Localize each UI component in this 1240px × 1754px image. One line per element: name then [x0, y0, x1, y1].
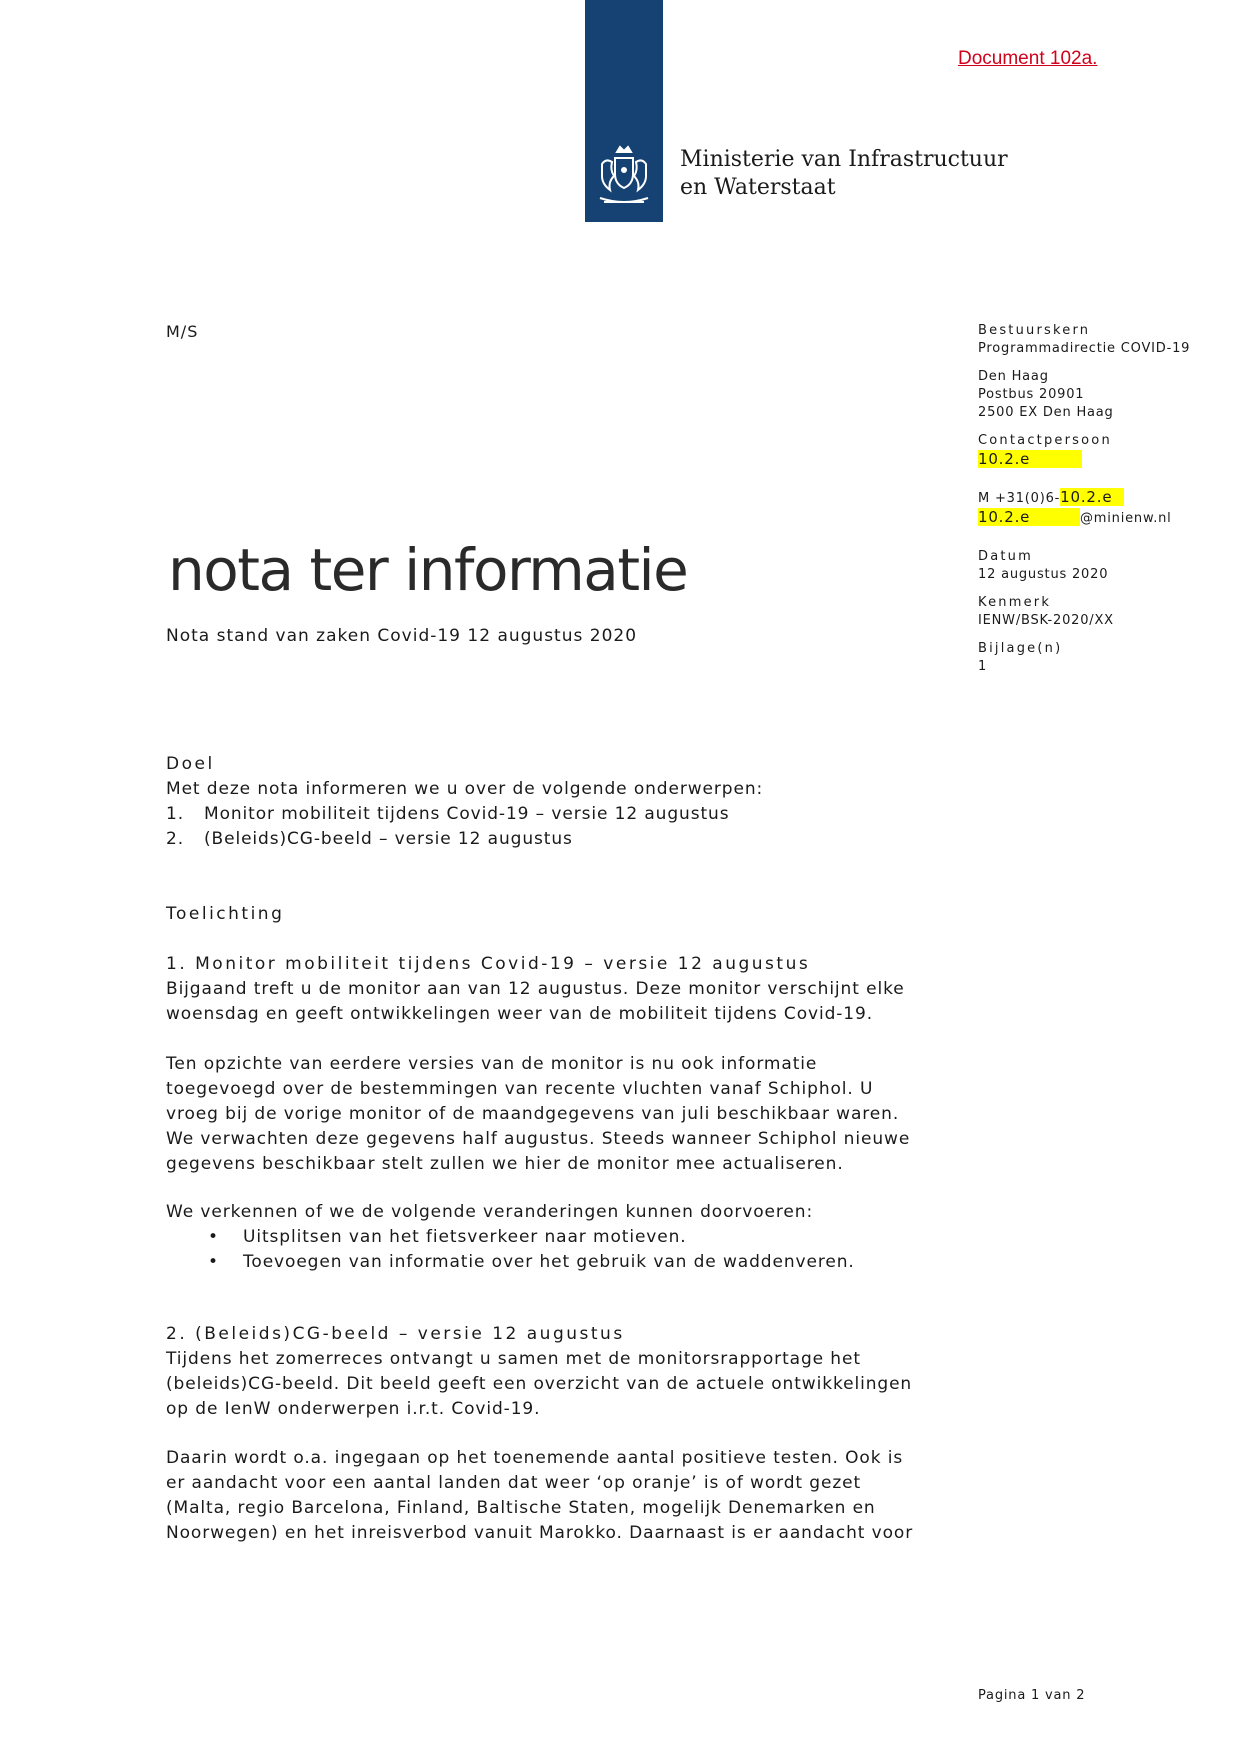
list-item: 1. Monitor mobiliteit tijdens Covid-19 – versie 12 augustus — [166, 804, 730, 824]
org-block — [978, 322, 1218, 358]
doel-list — [166, 802, 946, 852]
paragraph-line: gegevens beschikbaar stelt zullen we hier de monitor mee actualiseren. — [166, 1154, 844, 1174]
address-postcode: 2500 EX Den Haag — [978, 405, 1114, 420]
ministry-name — [680, 146, 1008, 202]
paragraph-line: Bijgaand treft u de monitor aan van 12 augustus. Deze monitor verschijnt elke — [166, 979, 905, 999]
paragraph-line: We verwachten deze gegevens half augustus. Steeds wanneer Schiphol nieuwe — [166, 1129, 911, 1149]
sidebar-info — [978, 322, 1218, 686]
date-value: 12 augustus 2020 — [978, 567, 1109, 582]
redacted-phone: 10.2.e — [1060, 488, 1124, 506]
paragraph-line: (Malta, regio Barcelona, Finland, Baltische Staten, mogelijk Denemarken en — [166, 1498, 876, 1518]
address-block — [978, 368, 1218, 422]
paragraph-line: woensdag en geeft ontwikkelingen weer van de mobiliteit tijdens Covid-19. — [166, 1004, 874, 1024]
section-toelichting — [166, 902, 946, 927]
section-1-heading: 1. Monitor mobiliteit tijdens Covid-19 – versie 12 augustus — [166, 954, 811, 974]
paragraph-line: Daarin wordt o.a. ingegaan op het toenemende aantal positieve testen. Ook is — [166, 1448, 904, 1468]
attachment-block — [978, 640, 1218, 676]
section-2-heading: 2. (Beleids)CG-beeld – versie 12 augustus — [166, 1324, 625, 1344]
list-item: • Uitsplitsen van het fietsverkeer naar motieven. — [208, 1227, 687, 1247]
toelichting-heading: Toelichting — [166, 904, 285, 924]
list-item: 2. (Beleids)CG-beeld – versie 12 augustus — [166, 829, 573, 849]
royal-coat-of-arms-icon — [590, 142, 658, 210]
paragraph-line: toegevoegd over de bestemmingen van recente vluchten vanaf Schiphol. U — [166, 1079, 874, 1099]
paragraph-line: er aandacht voor een aantal landen dat weer ‘op oranje’ is of wordt gezet — [166, 1473, 862, 1493]
paragraph-line: (beleids)CG-beeld. Dit beeld geeft een overzicht van de actuele ontwikkelingen — [166, 1374, 913, 1394]
list-item: • Toevoegen van informatie over het gebruik van de waddenveren. — [208, 1252, 855, 1272]
paragraph-line: Ten opzichte van eerdere versies van de monitor is nu ook informatie — [166, 1054, 818, 1074]
paragraph-line: vroeg bij de vorige monitor of de maandgegevens van juli beschikbaar waren. — [166, 1104, 900, 1124]
paragraph-line: op de IenW onderwerpen i.r.t. Covid-19. — [166, 1399, 541, 1419]
section-1-paragraph-3 — [166, 1200, 946, 1275]
contact-block — [978, 432, 1218, 470]
doel-heading: Doel — [166, 754, 215, 774]
phone-email-block — [978, 488, 1218, 528]
redacted-email: 10.2.e — [978, 508, 1080, 526]
doel-intro: Met deze nota informeren we u over de volgende onderwerpen: — [166, 779, 764, 799]
reference-value: IENW/BSK-2020/XX — [978, 613, 1114, 628]
section-1-paragraph-2 — [166, 1052, 946, 1177]
org-label: Bestuurskern — [978, 323, 1091, 338]
attachment-label: Bijlage(n) — [978, 641, 1063, 656]
date-label: Datum — [978, 549, 1033, 564]
reference-block — [978, 594, 1218, 630]
recipient: M/S — [166, 322, 199, 341]
phone-prefix: M +31(0)6- — [978, 491, 1061, 506]
document-subject: Nota stand van zaken Covid-19 12 augustus 2020 — [166, 626, 638, 646]
document-type-title: nota ter informatie — [168, 536, 688, 604]
page-number: Pagina 1 van 2 — [978, 1688, 1086, 1703]
paragraph-line: Tijdens het zomerreces ontvangt u samen met de monitorsrapportage het — [166, 1349, 861, 1369]
paragraph-line: Noorwegen) en het inreisverbod vanuit Marokko. Daarnaast is er aandacht voor — [166, 1523, 914, 1543]
section-2 — [166, 1322, 946, 1422]
bullet-list — [166, 1225, 946, 1275]
section-2-paragraph-2 — [166, 1446, 946, 1546]
address-postbus: Postbus 20901 — [978, 387, 1085, 402]
email-domain: @minienw.nl — [1080, 511, 1172, 526]
contact-label: Contactpersoon — [978, 433, 1112, 448]
ministry-name-line1: Ministerie van Infrastructuur — [680, 147, 1008, 172]
date-block — [978, 548, 1218, 584]
org-name: Programmadirectie COVID-19 — [978, 341, 1191, 356]
section-doel — [166, 752, 946, 852]
document-reference: Document 102a. — [958, 48, 1098, 69]
paragraph-line: We verkennen of we de volgende veranderingen kunnen doorvoeren: — [166, 1202, 814, 1222]
reference-label: Kenmerk — [978, 595, 1052, 610]
redacted-contact-name: 10.2.e — [978, 450, 1082, 468]
ministry-name-line2: en Waterstaat — [680, 175, 836, 200]
section-1 — [166, 952, 946, 1027]
address-city: Den Haag — [978, 369, 1049, 384]
attachment-value: 1 — [978, 659, 988, 674]
